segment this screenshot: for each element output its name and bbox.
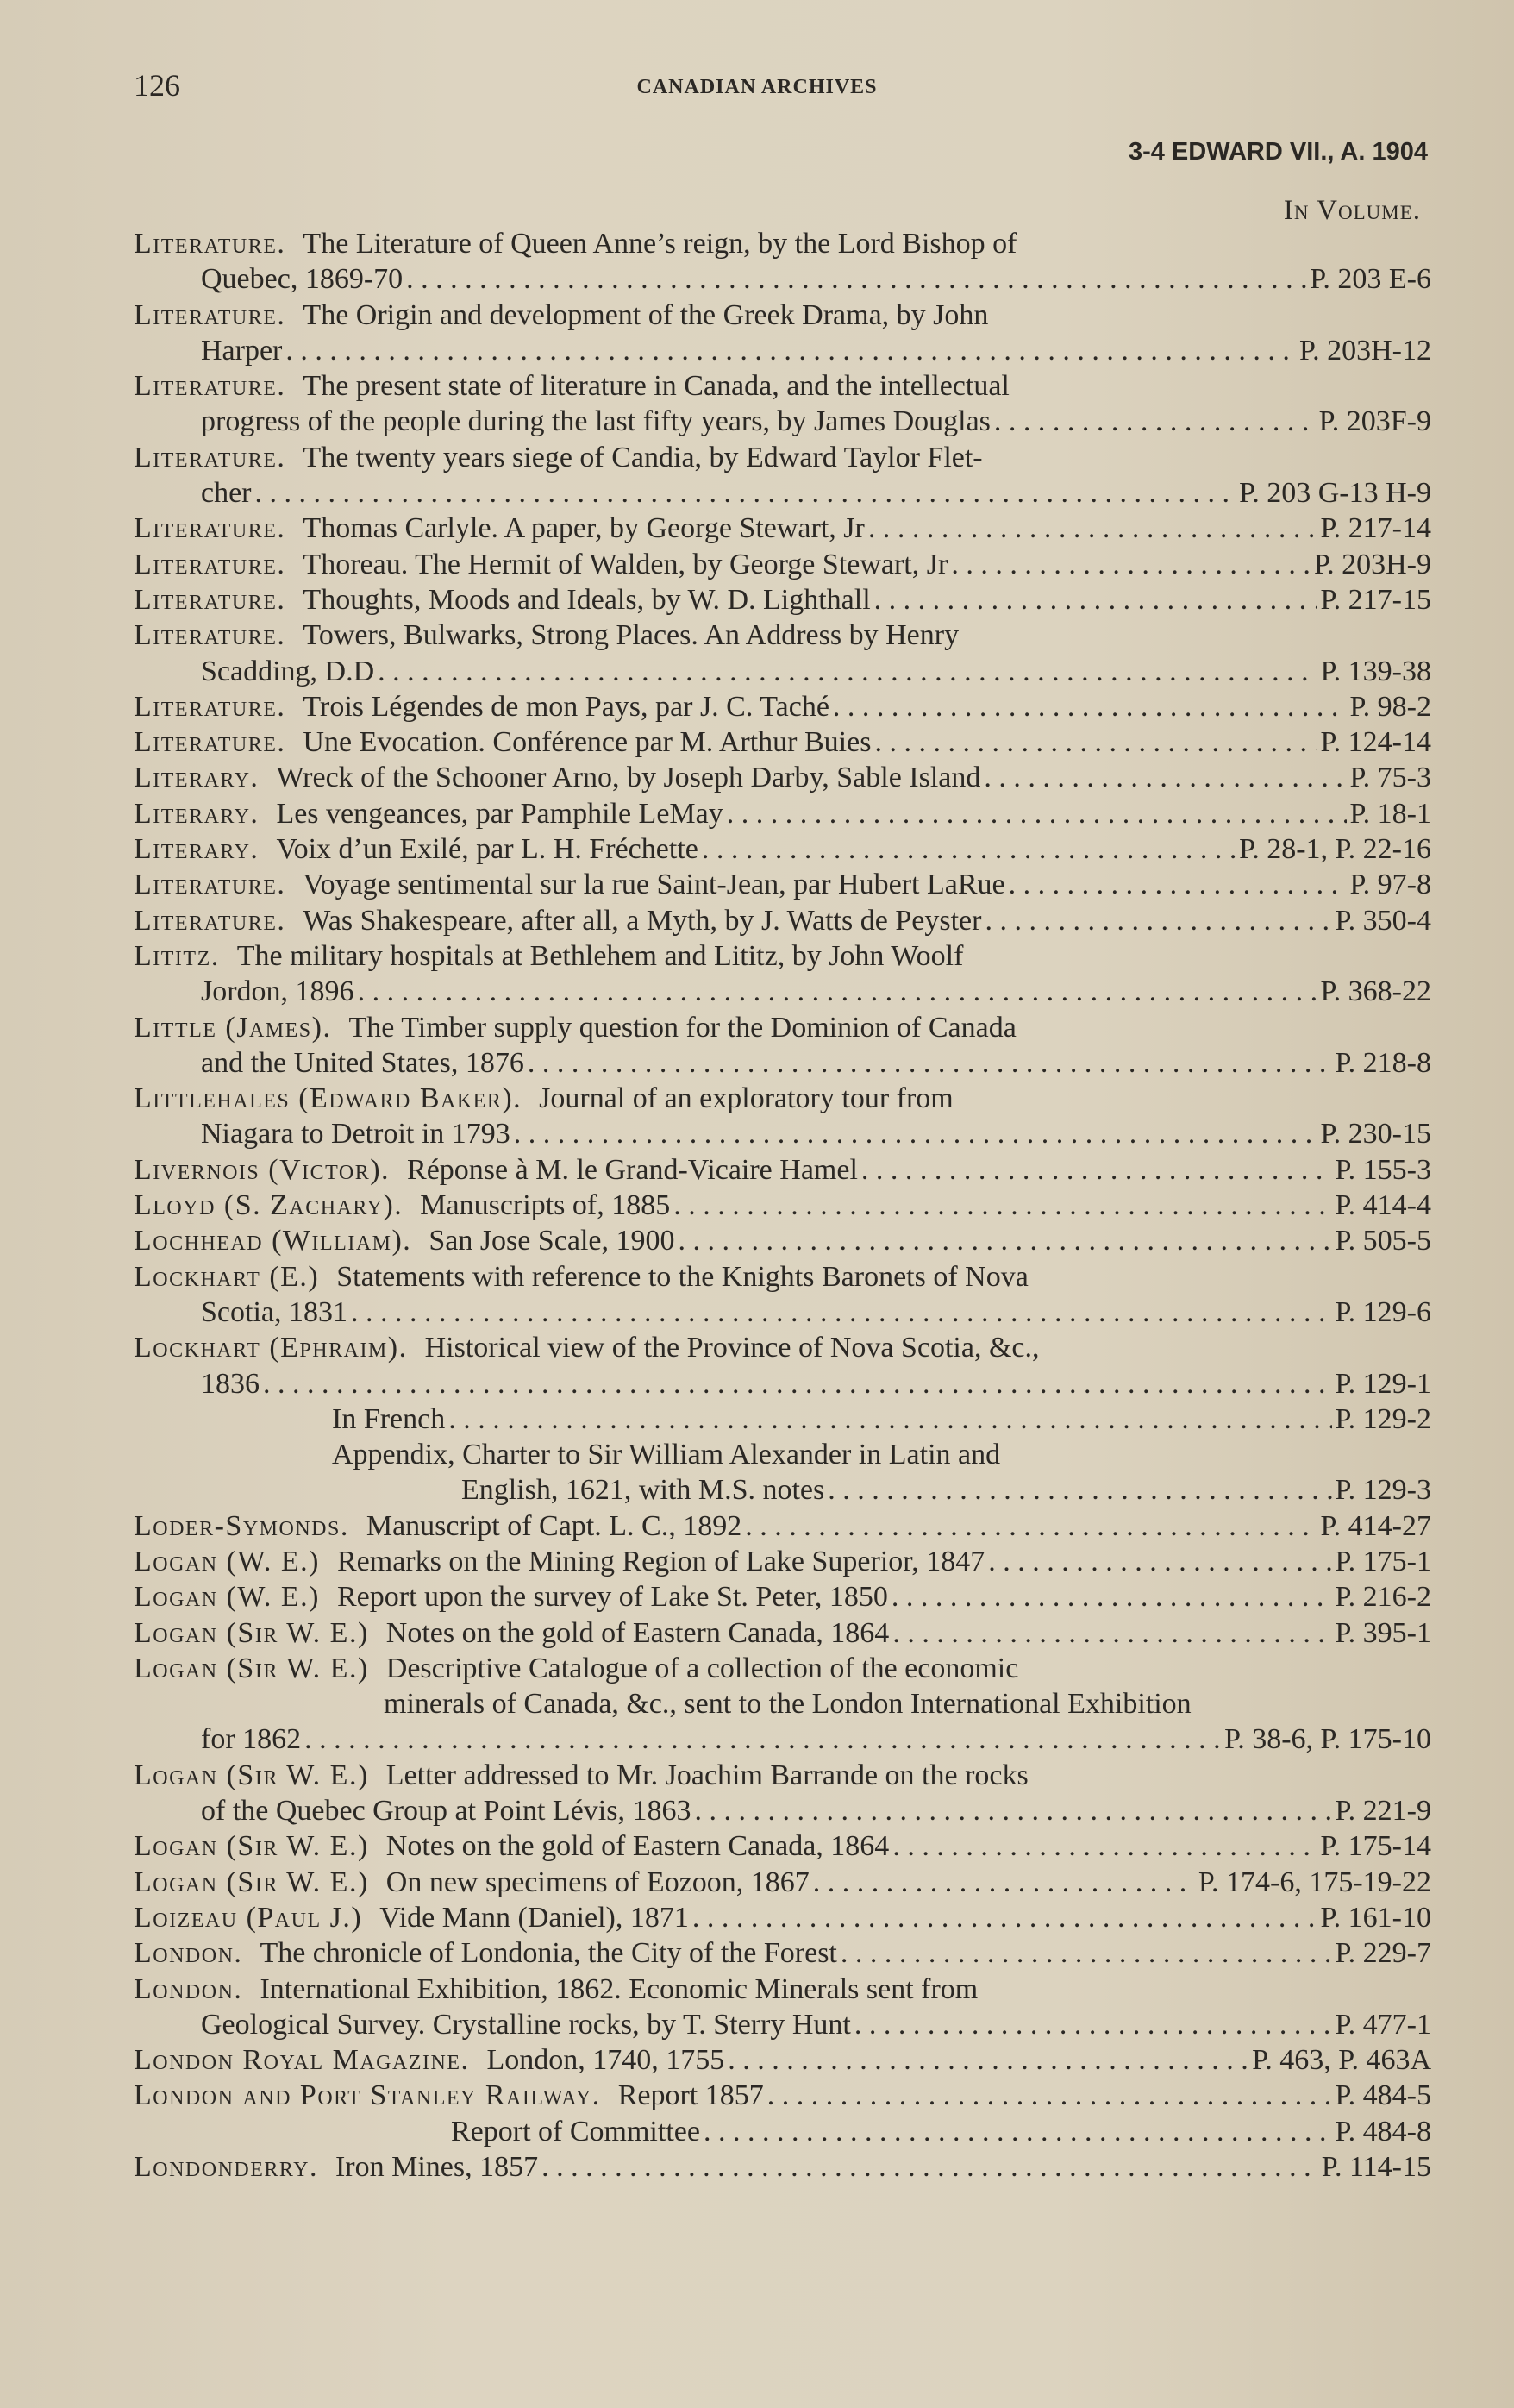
index-entry (134, 689, 1431, 724)
index-entry (134, 724, 1431, 760)
index-entry (134, 1615, 1431, 1651)
session-heading: 3-4 EDWARD VII., A. 1904 (1128, 138, 1428, 166)
entry-text: Niagara to Detroit in 1793 (201, 1118, 510, 1151)
entry-text: Vide Mann (Daniel), 1871 (379, 1901, 689, 1934)
entry-text: Manuscript of Capt. L. C., 1892 (366, 1509, 742, 1542)
entry-text: English, 1621, with M.S. notes (461, 1474, 825, 1507)
dot-leader (514, 1116, 1317, 1151)
dot-leader (745, 1508, 1317, 1544)
entry-text: The military hospitals at Bethlehem and Lititz, by John Woolf (236, 939, 964, 972)
entry-heading: Loder-Symonds. (134, 1509, 349, 1542)
entry-heading: Literature. (134, 548, 286, 580)
entry-heading: Logan (Sir W. E.) (134, 1759, 369, 1791)
page-reference: P. 129-3 (1335, 1474, 1431, 1507)
dot-leader (854, 2007, 1332, 2042)
entry-heading: Lititz. (134, 939, 220, 972)
page-reference: P. 129-2 (1335, 1402, 1431, 1435)
entry-text: Thoughts, Moods and Ideals, by W. D. Lighthall (303, 583, 871, 616)
entry-heading: Literature. (134, 370, 286, 403)
dot-leader (673, 1188, 1331, 1223)
entry-text: Voix d’un Exilé, par L. H. Fréchette (276, 833, 698, 866)
entry-heading: Literary. (134, 833, 260, 866)
dot-leader (833, 689, 1347, 724)
dot-leader (694, 1793, 1331, 1828)
page-number: 126 (134, 68, 180, 103)
page-reference: P. 98-2 (1349, 690, 1431, 723)
page-reference: P. 174-6, 175-19-22 (1198, 1866, 1431, 1898)
page-reference: P. 229-7 (1335, 1937, 1431, 1970)
index-entry (134, 1010, 1431, 1082)
entry-text: Harper (201, 334, 283, 367)
page-reference: P. 203H-12 (1298, 334, 1431, 367)
running-title: CANADIAN ARCHIVES (636, 76, 878, 98)
entry-text: Notes on the gold of Eastern Canada, 1864 (385, 1830, 890, 1863)
entry-heading: Literary. (134, 762, 260, 794)
dot-leader (841, 1935, 1332, 1971)
page-reference: P. 38-6, P. 175-10 (1224, 1723, 1431, 1756)
dot-leader (448, 1402, 1331, 1437)
page-reference: P. 124-14 (1320, 726, 1431, 759)
index-entries (134, 226, 1431, 2185)
entry-text: Quebec, 1869-70 (201, 263, 404, 296)
entry-text: 1836 (201, 1367, 260, 1400)
page-reference: P. 368-22 (1320, 975, 1431, 1008)
index-entry (134, 796, 1431, 831)
entry-heading: London. (134, 1937, 243, 1970)
page-reference: P. 218-8 (1335, 1046, 1431, 1079)
page-reference: P. 216-2 (1335, 1581, 1431, 1614)
dot-leader (984, 760, 1346, 795)
page-reference: P. 114-15 (1321, 2151, 1431, 2184)
dot-leader (861, 1152, 1332, 1188)
page-reference: P. 505-5 (1335, 1225, 1431, 1257)
entry-heading: Lockhart (E.) (134, 1260, 320, 1293)
index-entry (134, 618, 1431, 689)
dot-leader (892, 1828, 1317, 1864)
index-entry (134, 226, 1431, 298)
index-entry (134, 298, 1431, 369)
dot-leader (679, 1223, 1332, 1258)
entry-text: Notes on the gold of Eastern Canada, 1864 (385, 1616, 890, 1649)
entry-text: Thoreau. The Hermit of Walden, by George Stewart, Jr (303, 548, 948, 580)
entry-text: Scotia, 1831 (201, 1295, 347, 1328)
entry-heading: Literature. (134, 726, 286, 759)
page-reference: P. 203F-9 (1318, 405, 1431, 438)
dot-leader (351, 1295, 1332, 1330)
entry-heading: Literature. (134, 441, 286, 473)
index-entry (134, 1972, 1431, 2043)
index-entry (134, 1900, 1431, 1935)
entry-text: for 1862 (201, 1723, 302, 1756)
entry-heading: Literature. (134, 583, 286, 616)
entry-text: Descriptive Catalogue of a collection of the economic (385, 1652, 1019, 1684)
entry-text: Thomas Carlyle. A paper, by George Stewart, Jr (303, 512, 865, 545)
entry-text: International Exhibition, 1862. Economic Minerals sent from (260, 1972, 979, 2005)
entry-text: Report 1857 (617, 2079, 764, 2112)
dot-leader (263, 1366, 1332, 1402)
page-reference: P. 217-15 (1320, 583, 1431, 616)
index-entry (134, 1188, 1431, 1223)
entry-heading: Logan (Sir W. E.) (134, 1652, 369, 1684)
index-entry (134, 1828, 1431, 1864)
index-entry (134, 1865, 1431, 1900)
index-entry (134, 1259, 1431, 1331)
entry-text: Scadding, D.D (201, 655, 375, 687)
index-entry (134, 1081, 1431, 1152)
index-entry (134, 867, 1431, 902)
entry-heading: Literature. (134, 512, 286, 545)
entry-heading: Logan (Sir W. E.) (134, 1616, 369, 1649)
entry-heading: Literary. (134, 797, 260, 830)
entry-text: progress of the people during the last fifty years, by James Douglas (201, 405, 991, 438)
entry-text: Geological Survey. Crystalline rocks, by T. Sterry Hunt (201, 2008, 851, 2041)
entry-heading: Literature. (134, 619, 286, 652)
entry-text: The Origin and development of the Greek Drama, by John (303, 298, 989, 331)
page-reference: P. 414-27 (1320, 1509, 1431, 1542)
index-entry (134, 1437, 1431, 1508)
dot-leader (985, 903, 1331, 938)
entry-text: Une Evocation. Conférence par M. Arthur Buies (303, 726, 872, 759)
index-entry (134, 1330, 1431, 1402)
dot-leader (813, 1865, 1195, 1900)
page-reference: P. 477-1 (1335, 2008, 1431, 2041)
index-entry (134, 831, 1431, 867)
entry-text: Historical view of the Province of Nova Scotia, &c., (424, 1332, 1040, 1364)
dot-leader (255, 475, 1236, 511)
entry-heading: Livernois (Victor). (134, 1153, 391, 1186)
page-reference: P. 414-4 (1335, 1189, 1431, 1222)
entry-text: Trois Légendes de mon Pays, par J. C. Taché (303, 690, 829, 723)
page-reference: P. 129-6 (1335, 1295, 1431, 1328)
index-entry (134, 2042, 1431, 2078)
page-reference: P. 161-10 (1320, 1901, 1431, 1934)
dot-leader (358, 974, 1317, 1009)
entry-text: Réponse à M. le Grand-Vicaire Hamel (407, 1153, 858, 1186)
dot-leader (868, 511, 1317, 546)
dot-leader (702, 831, 1236, 867)
page-reference: P. 203H-9 (1313, 548, 1431, 580)
entry-heading: Literature. (134, 904, 286, 937)
index-entry (134, 1758, 1431, 1829)
dot-leader (528, 1045, 1332, 1081)
index-entry (134, 1651, 1431, 1758)
entry-text: Appendix, Charter to Sir William Alexander in Latin and (332, 1439, 1001, 1471)
entry-heading: Little (James). (134, 1011, 332, 1044)
entry-text: Statements with reference to the Knights Baronets of Nova (336, 1260, 1029, 1293)
entry-text: The chronicle of Londonia, the City of the Forest (260, 1937, 837, 1970)
page-reference: P. 484-5 (1335, 2079, 1431, 2112)
page-reference: P. 155-3 (1335, 1153, 1431, 1186)
dot-leader (704, 2114, 1332, 2149)
page-reference: P. 175-14 (1320, 1830, 1431, 1863)
entry-text: minerals of Canada, &c., sent to the London International Exhibition (384, 1688, 1192, 1721)
entry-text: Towers, Bulwarks, Strong Places. An Address by Henry (303, 619, 960, 652)
dot-leader (378, 654, 1317, 689)
index-entry (134, 368, 1431, 440)
index-entry (134, 1402, 1431, 1437)
entry-heading: Lloyd (S. Zachary). (134, 1189, 404, 1222)
dot-leader (304, 1721, 1221, 1757)
dot-leader (951, 547, 1311, 582)
entry-text: On new specimens of Eozoon, 1867 (385, 1866, 810, 1898)
index-entry (134, 582, 1431, 618)
page-reference: P. 221-9 (1335, 1795, 1431, 1828)
page-reference: P. 484-8 (1335, 2115, 1431, 2148)
dot-leader (692, 1900, 1317, 1935)
dot-leader (285, 333, 1296, 368)
entry-text: Letter addressed to Mr. Joachim Barrande on the rocks (385, 1759, 1029, 1791)
entry-heading: Logan (Sir W. E.) (134, 1866, 369, 1898)
column-heading: In Volume. (1283, 195, 1421, 226)
entry-text: and the United States, 1876 (201, 1046, 524, 1079)
entry-text: The Timber supply question for the Dominion of Canada (348, 1011, 1017, 1044)
entry-text: San Jose Scale, 1900 (429, 1225, 675, 1257)
index-entry (134, 2078, 1431, 2113)
page-reference: P. 203 E-6 (1310, 263, 1431, 296)
page-reference: P. 350-4 (1335, 904, 1431, 937)
dot-leader (994, 404, 1316, 439)
dot-leader (874, 582, 1317, 618)
entry-text: London, 1740, 1755 (486, 2044, 725, 2077)
index-entry (134, 1508, 1431, 1544)
entry-heading: Literature. (134, 690, 286, 723)
index-entry (134, 903, 1431, 938)
dot-leader (828, 1472, 1331, 1508)
entry-text: cher (201, 477, 252, 510)
entry-text: Voyage sentimental sur la rue Saint-Jean, par Hubert LaRue (303, 869, 1005, 901)
entry-heading: Logan (W. E.) (134, 1581, 320, 1614)
entry-heading: Logan (Sir W. E.) (134, 1830, 369, 1863)
entry-heading: London. (134, 1972, 243, 2005)
page-reference: P. 75-3 (1349, 762, 1431, 794)
index-entry (134, 547, 1431, 582)
entry-text: The twenty years siege of Candia, by Edward Taylor Flet- (303, 441, 983, 473)
dot-leader (1009, 867, 1347, 902)
entry-text: The Literature of Queen Anne’s reign, by the Lord Bishop of (303, 228, 1017, 260)
dot-leader (541, 2149, 1318, 2185)
entry-heading: London Royal Magazine. (134, 2044, 470, 2077)
dot-leader (767, 2078, 1332, 2113)
entry-text: Journal of an exploratory tour from (539, 1082, 954, 1115)
entry-text: Was Shakespeare, after all, a Myth, by J. Watts de Peyster (303, 904, 982, 937)
entry-text: The present state of literature in Canada, and the intellectual (303, 370, 1010, 403)
dot-leader (874, 724, 1317, 760)
entry-heading: Londonderry. (134, 2151, 318, 2184)
dot-leader (988, 1544, 1331, 1579)
entry-heading: Lockhart (Ephraim). (134, 1332, 408, 1364)
entry-text: Report upon the survey of Lake St. Peter, 1850 (336, 1581, 888, 1614)
page-reference: P. 97-8 (1349, 869, 1431, 901)
entry-text: Wreck of the Schooner Arno, by Joseph Darby, Sable Island (276, 762, 981, 794)
entry-heading: Loizeau (Paul J.) (134, 1901, 363, 1934)
entry-text: Iron Mines, 1857 (335, 2151, 539, 2184)
page-reference: P. 175-1 (1335, 1545, 1431, 1577)
index-entry (134, 938, 1431, 1010)
entry-heading: Literature. (134, 869, 286, 901)
entry-text: Les vengeances, par Pamphile LeMay (276, 797, 723, 830)
entry-heading: Logan (W. E.) (134, 1545, 320, 1577)
index-entry (134, 1579, 1431, 1615)
entry-heading: London and Port Stanley Railway. (134, 2079, 601, 2112)
dot-leader (406, 261, 1306, 297)
index-entry (134, 2114, 1431, 2149)
index-entry (134, 760, 1431, 795)
page-reference: P. 463, P. 463A (1252, 2044, 1431, 2077)
page-reference: P. 129-1 (1335, 1367, 1431, 1400)
index-entry (134, 511, 1431, 546)
index-entry (134, 1544, 1431, 1579)
entry-heading: Lochhead (William). (134, 1225, 412, 1257)
entry-text: Report of Committee (451, 2115, 700, 2148)
page-reference: P. 18-1 (1349, 797, 1431, 830)
entry-text: In French (332, 1402, 446, 1435)
entry-heading: Literature. (134, 228, 286, 260)
dot-leader (728, 2042, 1248, 2078)
index-entry (134, 1152, 1431, 1188)
entry-heading: Littlehales (Edward Baker). (134, 1082, 522, 1115)
dot-leader (892, 1579, 1332, 1615)
index-entry (134, 440, 1431, 511)
page-reference: P. 217-14 (1320, 512, 1431, 545)
page-reference: P. 28-1, P. 22-16 (1239, 833, 1431, 866)
dot-leader (727, 796, 1347, 831)
page-reference: P. 230-15 (1320, 1118, 1431, 1151)
entry-text: of the Quebec Group at Point Lévis, 1863 (201, 1795, 691, 1828)
entry-text: Manuscripts of, 1885 (420, 1189, 671, 1222)
entry-text: Remarks on the Mining Region of Lake Superior, 1847 (336, 1545, 985, 1577)
page-reference: P. 139-38 (1320, 655, 1431, 687)
index-entry (134, 2149, 1431, 2185)
entry-text: Jordon, 1896 (201, 975, 354, 1008)
entry-heading: Literature. (134, 298, 286, 331)
index-entry (134, 1223, 1431, 1258)
page-reference: P. 395-1 (1335, 1616, 1431, 1649)
dot-leader (892, 1615, 1331, 1651)
index-entry (134, 1935, 1431, 1971)
page-reference: P. 203 G-13 H-9 (1239, 477, 1431, 510)
